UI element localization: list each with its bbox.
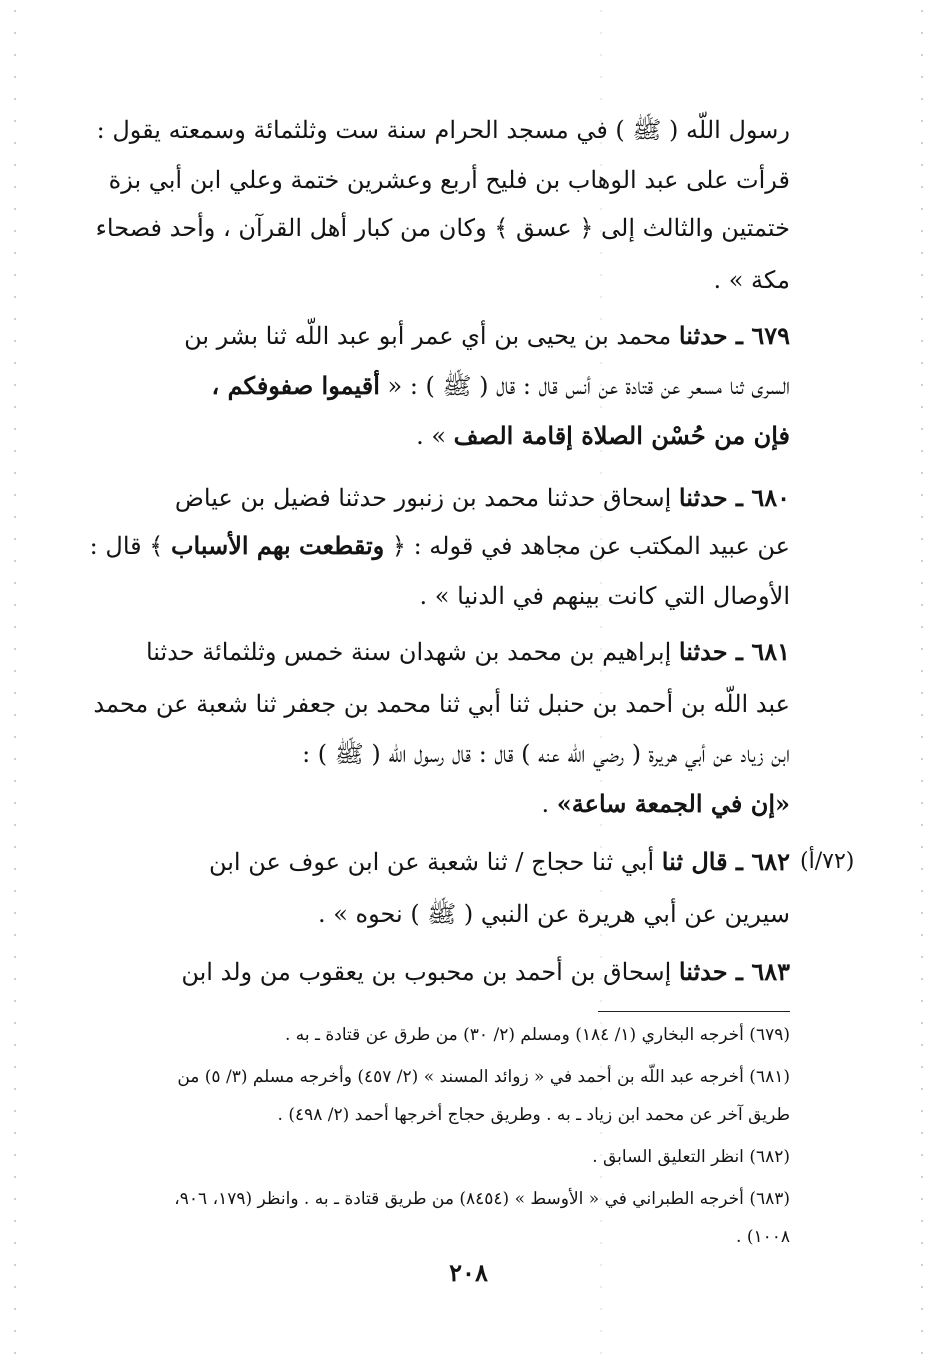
hadith-text: » . xyxy=(416,422,447,450)
hadith-text: ﴾ قال : xyxy=(89,532,164,560)
hadith-line: عبد اللّه بن أحمد بن حنبل ثنا أبي ثنا محمد بن جعفر ثنا شعبة عن محمد xyxy=(93,690,790,718)
hadith-line xyxy=(48,316,790,356)
hadith-number: ٦٨٣ ـ حدثنا xyxy=(678,957,790,986)
hadith-line: الأوصال التي كانت بينهم في الدنيا » . xyxy=(419,582,790,610)
hadith-quote: «إن في الجمعة ساعة» xyxy=(556,789,790,818)
footnote-line: (٦٨١) أخرجه عبد اللّه بن أحمد في « زوائد المسند » (٢/ ٤٥٧) وأخرجه مسلم (٣/ ٥) من xyxy=(177,1067,790,1087)
hadith-text: إسحاق بن أحمد بن محبوب بن يعقوب من ولد ابن xyxy=(181,958,672,986)
scan-dots-right xyxy=(921,0,923,1371)
hadith-text: محمد بن يحيى بن أي عمر أبو عبد اللّه ثنا بشر بن xyxy=(184,322,672,350)
footnote-line: (٦٨٢) انظر التعليق السابق . xyxy=(592,1147,790,1167)
hadith-text: . xyxy=(541,790,550,818)
hadith-line xyxy=(48,842,790,882)
hadith-line xyxy=(48,632,790,672)
hadith-line xyxy=(48,366,790,406)
hadith-text: إسحاق حدثنا محمد بن زنبور حدثنا فضيل بن عياض xyxy=(174,484,672,512)
hadith-text: عن عبيد المكتب عن مجاهد في قوله : ﴿ xyxy=(391,532,790,560)
hadith-line: سيرين عن أبي هريرة عن النبي ( ﷺ ) نحوه » . xyxy=(317,900,790,928)
hadith-line xyxy=(48,784,790,824)
text-line: قرأت على عبد الوهاب بن فليح أربع وعشرين ختمة وعلي ابن أبي بزة xyxy=(108,166,790,194)
hadith-line xyxy=(48,952,790,992)
hadith-line xyxy=(48,416,790,456)
hadith-number: ٦٧٩ ـ حدثنا xyxy=(678,321,790,350)
hadith-text: السرى ثنا مسعر عن قتادة عن أنس قال : قال ( ﷺ ) : « xyxy=(387,372,790,400)
hadith-text: أبي ثنا حجاج / ثنا شعبة عن ابن عوف عن ابن xyxy=(208,848,655,876)
scan-dots-left xyxy=(14,0,16,1371)
hadith-quote: أقيموا صفوفكم ، xyxy=(211,371,380,400)
folio-margin-note: (٧٢/أ) xyxy=(800,849,855,874)
footnote-line: (٦٨٣) أخرجه الطبراني في « الأوسط » (٨٤٥٤) من طريق قتادة ـ به . وانظر (١٧٩، ٩٠٦، xyxy=(174,1189,790,1209)
text-line: رسول اللّه ( ﷺ ) في مسجد الحرام سنة ست وثلثمائة وسمعته يقول : xyxy=(96,116,790,144)
hadith-line: ابن زياد عن أبي هريرة ( رضي اللّه عنه ) قال : قال رسول اللّه ( ﷺ ) : xyxy=(302,740,790,768)
footnote-line: ١٠٠٨) . xyxy=(736,1227,790,1247)
text-line: ختمتين والثالث إلى ﴿ عسق ﴾ وكان من كبار أهل القرآن ، وأحد فصحاء xyxy=(95,214,790,242)
page-number: ٢٠٨ xyxy=(449,1258,488,1287)
text-line: مكة » . xyxy=(713,266,790,294)
hadith-number: ٦٨٠ ـ حدثنا xyxy=(678,483,790,512)
hadith-number: ٦٨١ ـ حدثنا xyxy=(678,637,790,666)
footnote-line: (٦٧٩) أخرجه البخاري (١/ ١٨٤) ومسلم (٢/ ٣٠) من طرق عن قتادة ـ به . xyxy=(284,1025,790,1045)
footnote-divider xyxy=(598,1011,790,1012)
hadith-quote: فإن من حُسْن الصلاة إقامة الصف xyxy=(453,421,790,450)
hadith-line xyxy=(48,526,790,566)
footnote-line: طريق آخر عن محمد ابن زياد ـ به . وطريق حجاج أخرجها أحمد (٢/ ٤٩٨) . xyxy=(277,1105,790,1125)
quran-verse: وتقطعت بهم الأسباب xyxy=(170,531,385,560)
hadith-line xyxy=(48,478,790,518)
hadith-number: ٦٨٢ ـ قال ثنا xyxy=(661,847,790,876)
hadith-text: إبراهيم بن محمد بن شهدان سنة خمس وثلثمائة حدثنا xyxy=(145,638,672,666)
